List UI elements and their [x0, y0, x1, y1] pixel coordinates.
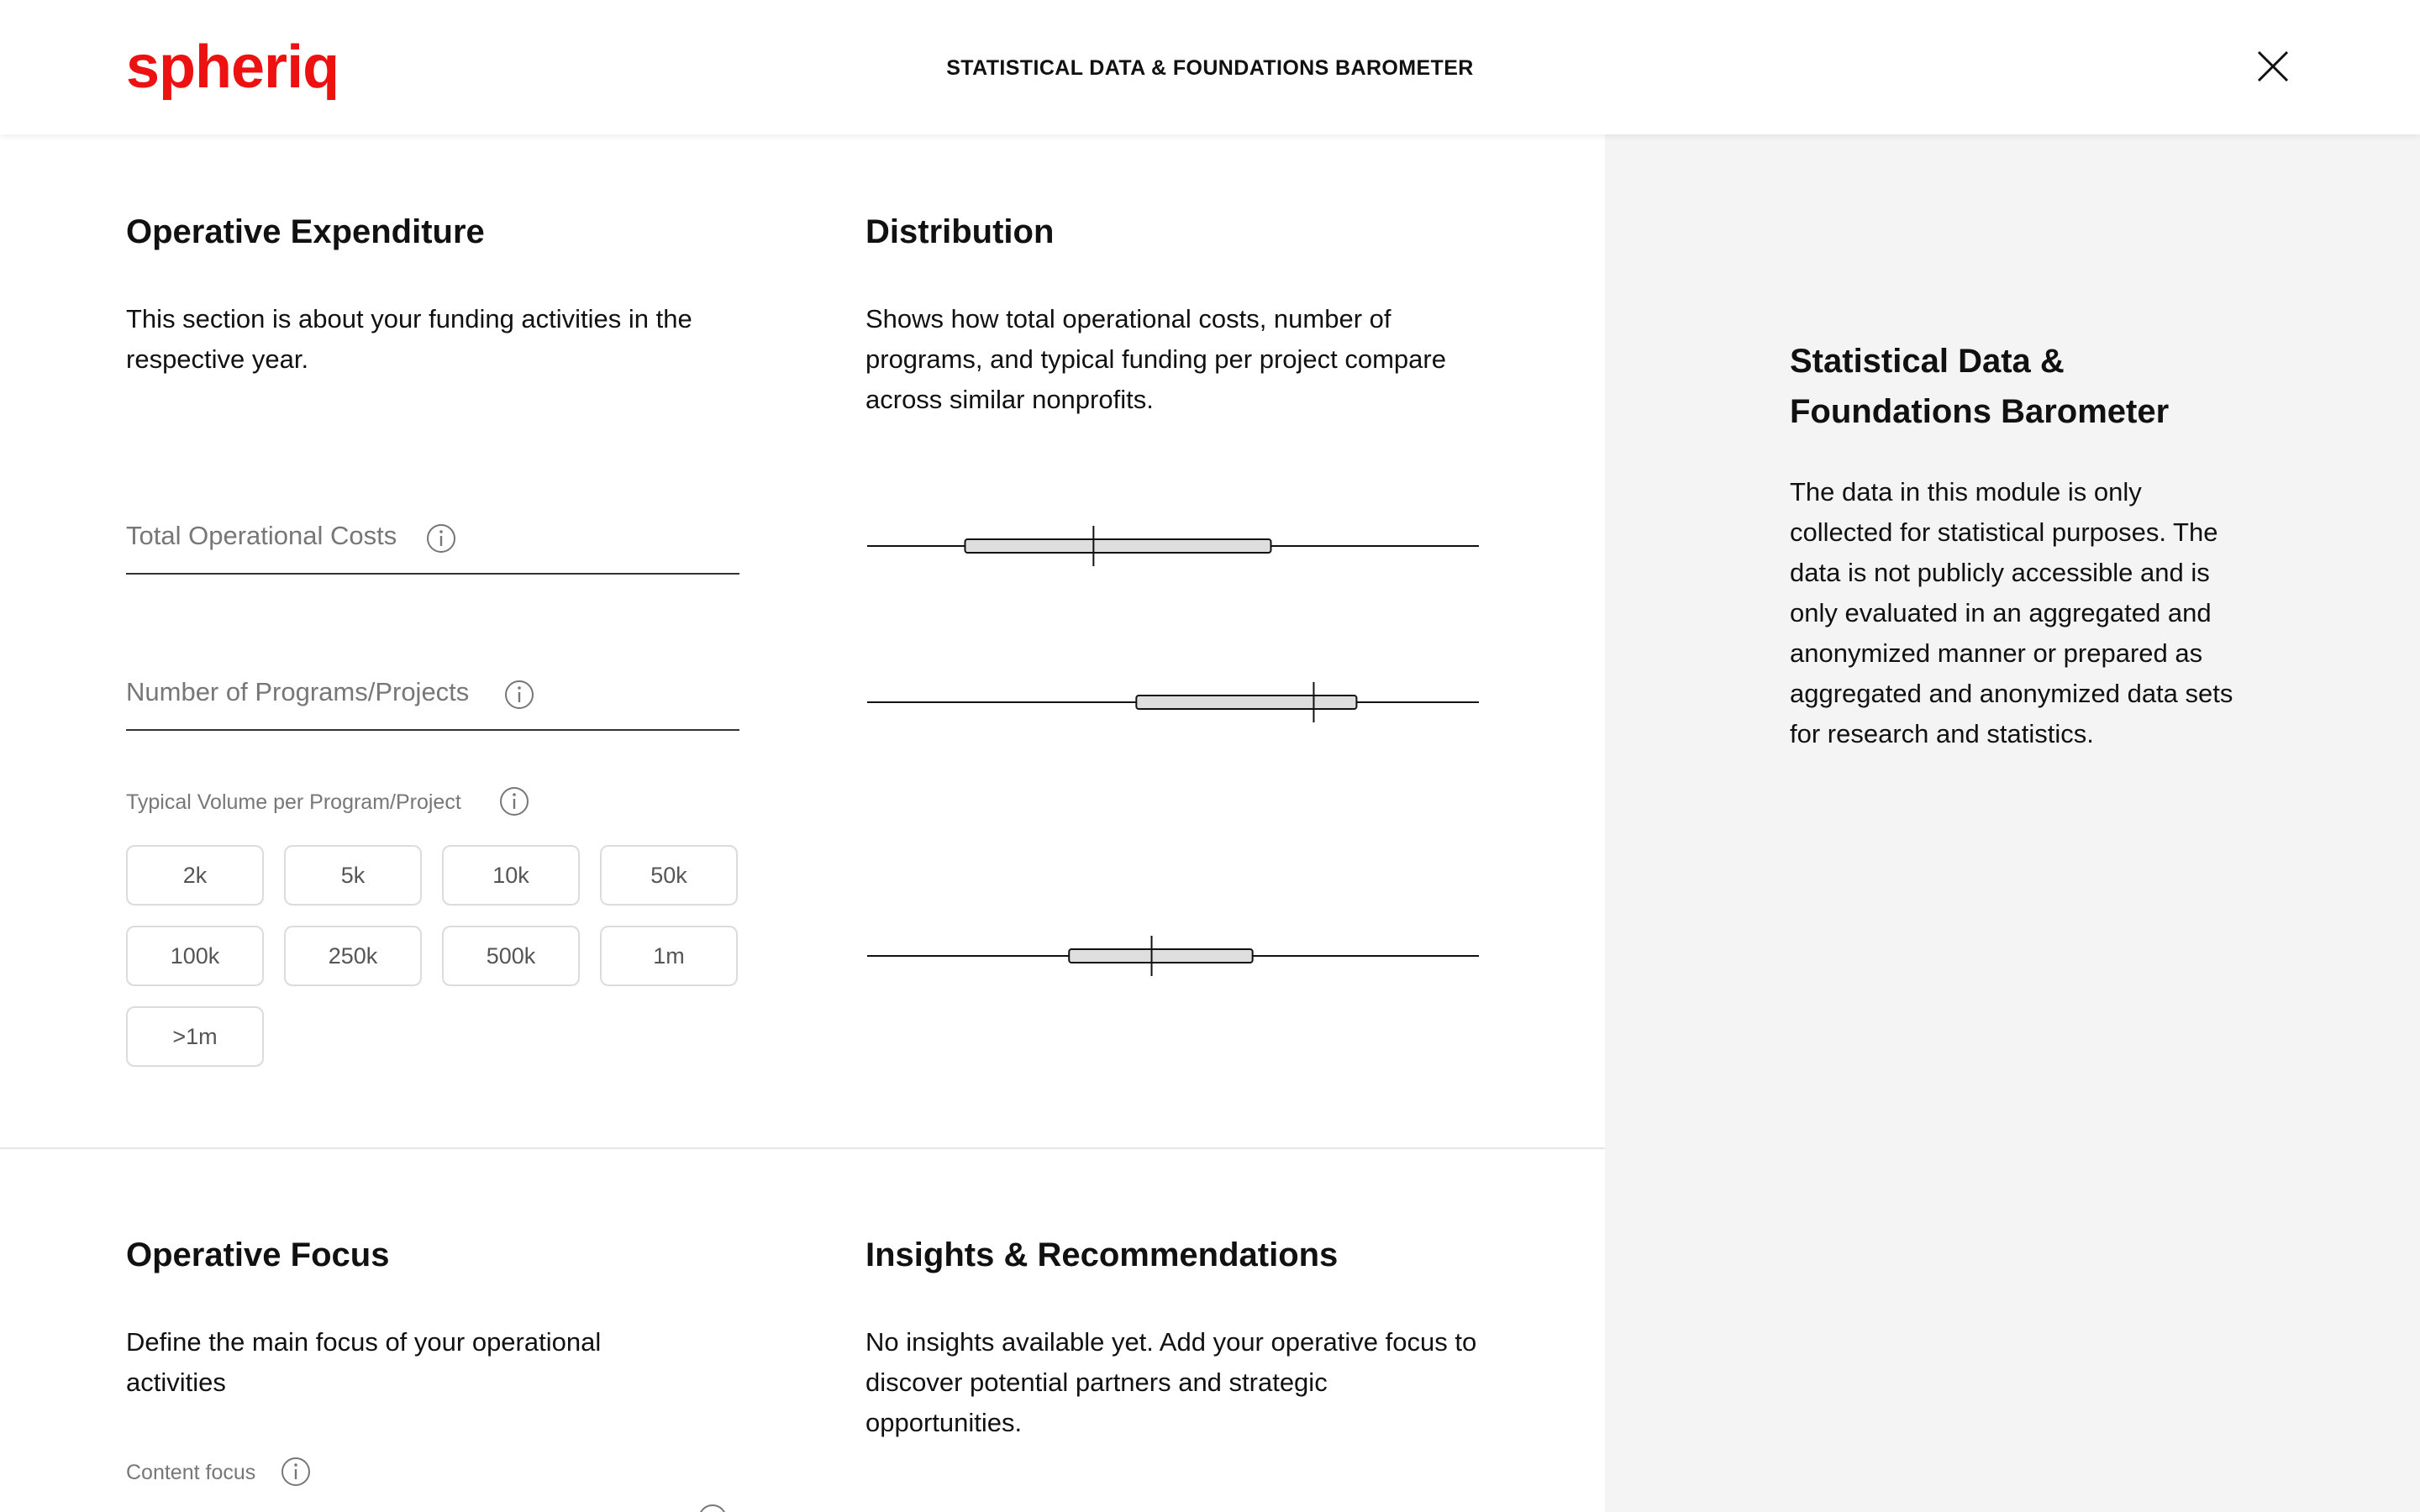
- insights-description: No insights available yet. Add your operative focus to discover potential partners and strategic opportunities.: [865, 1327, 1477, 1437]
- boxplot-total-costs: [865, 521, 1481, 571]
- sidebar-text: The data in this module is only collected for statistical purposes. The data is not publicly accessible and is only evaluated in an aggregated and anonymized manner or prepared as aggregated and anonymized data sets for research and statistics.: [1790, 477, 2233, 748]
- expenditure-heading: Operative Expenditure: [126, 213, 485, 250]
- iqr-box: [1136, 696, 1356, 709]
- volume-option-50k[interactable]: 50k: [600, 845, 738, 906]
- volume-option-10k[interactable]: 10k: [442, 845, 580, 906]
- boxplot-programs: [865, 677, 1481, 727]
- boxplot-volume: [865, 931, 1481, 981]
- page-title: STATISTICAL DATA & FOUNDATIONS BAROMETER: [946, 56, 1474, 80]
- volume-option-5k[interactable]: 5k: [284, 845, 422, 906]
- volume-label: Typical Volume per Program/Project: [126, 790, 461, 814]
- programs-count-placeholder: Number of Programs/Projects: [126, 677, 470, 706]
- programs-count-field[interactable]: [126, 657, 739, 731]
- total-costs-field[interactable]: [126, 501, 739, 575]
- info-icon[interactable]: [504, 680, 534, 710]
- close-icon: [2255, 49, 2291, 84]
- total-costs-placeholder: Total Operational Costs: [126, 521, 397, 550]
- boxplot-svg: [865, 521, 1481, 571]
- info-icon[interactable]: [426, 523, 456, 554]
- iqr-box: [1069, 949, 1252, 963]
- section-divider: [0, 1147, 1605, 1149]
- content-focus-label: Content focus: [126, 1461, 256, 1484]
- distribution-description: Shows how total operational costs, number of programs, and typical funding per project compare across similar nonprofits.: [865, 304, 1446, 414]
- expenditure-description: This section is about your funding activities in the respective year.: [126, 304, 692, 374]
- iqr-box: [965, 539, 1270, 553]
- focus-description: Define the main focus of your operational activities: [126, 1327, 602, 1397]
- distribution-heading: Distribution: [865, 213, 1055, 250]
- volume-option-500k[interactable]: 500k: [442, 926, 580, 986]
- spheriq-logo[interactable]: spheriq: [126, 34, 339, 101]
- volume-option-2k[interactable]: 2k: [126, 845, 264, 906]
- close-button[interactable]: [2255, 49, 2291, 84]
- insights-heading: Insights & Recommendations: [865, 1236, 1339, 1273]
- volume-option-over-1m[interactable]: >1m: [126, 1006, 264, 1067]
- info-sidebar: [1605, 134, 2420, 1512]
- focus-heading: Operative Focus: [126, 1236, 390, 1273]
- info-icon[interactable]: [499, 786, 529, 816]
- boxplot-svg: [865, 677, 1481, 727]
- info-icon[interactable]: [697, 1504, 728, 1512]
- app-header: [0, 0, 2420, 134]
- volume-option-1m[interactable]: 1m: [600, 926, 738, 986]
- sidebar-title: Statistical Data & Foundations Barometer: [1790, 343, 2170, 430]
- volume-option-250k[interactable]: 250k: [284, 926, 422, 986]
- volume-option-100k[interactable]: 100k: [126, 926, 264, 986]
- info-icon[interactable]: [281, 1457, 311, 1487]
- boxplot-svg: [865, 931, 1481, 981]
